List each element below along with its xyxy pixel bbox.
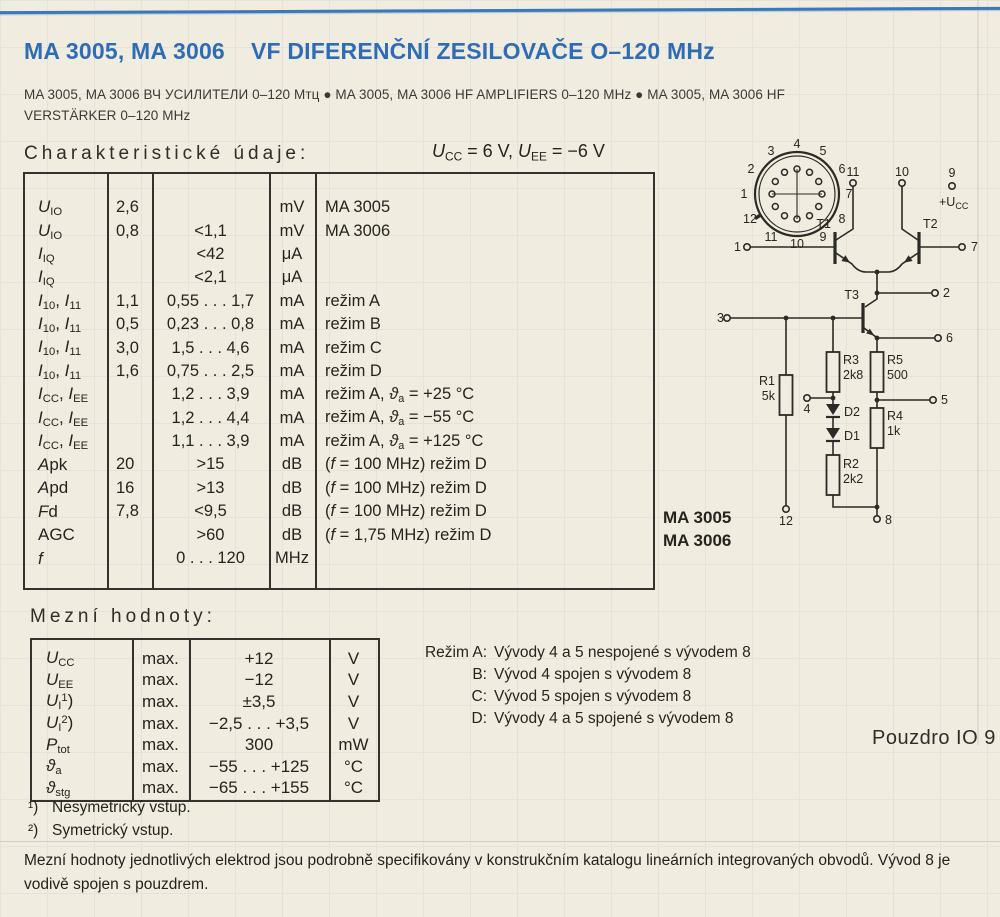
note-cell: režim C xyxy=(325,338,382,357)
typical-cell: 1,6 xyxy=(116,361,139,380)
pin-terminal-11 xyxy=(850,180,856,186)
resistor-r1-name: R1 xyxy=(759,374,775,388)
value-cell: +12 xyxy=(244,648,274,668)
resistor-r5-symbol xyxy=(871,352,884,392)
footnote-text: Nesymetrický vstup. xyxy=(52,799,191,816)
table-row xyxy=(25,383,653,406)
pin-terminal-4 xyxy=(804,395,810,401)
symbol-cell: Ptot xyxy=(46,734,70,756)
table-row xyxy=(25,500,653,523)
pinout-pin-label: 1 xyxy=(740,187,748,201)
qualifier-cell: max. xyxy=(142,670,179,690)
table-row xyxy=(25,477,653,500)
unit-cell: mA xyxy=(279,408,305,427)
table-row xyxy=(25,313,653,336)
qualifier-cell: max. xyxy=(142,691,179,711)
qualifier-cell: max. xyxy=(142,756,179,776)
unit-cell: V xyxy=(347,670,360,690)
note-cell: MA 3005 xyxy=(325,198,391,217)
range-cell: 1,2 . . . 3,9 xyxy=(171,385,250,404)
pin-label-6: 6 xyxy=(946,331,953,345)
pinout-pin-label: 11 xyxy=(764,230,778,244)
column-separator xyxy=(152,174,154,588)
unit-cell: dB xyxy=(281,478,303,497)
resistor-r2-name: R2 xyxy=(843,457,859,471)
table-row xyxy=(25,453,653,476)
resistor-r3-symbol xyxy=(827,352,840,392)
supply-label: $+U_{CC}$ xyxy=(939,195,969,211)
top-edge-rule xyxy=(0,7,1000,14)
mode-label: C: xyxy=(471,688,487,705)
diode-d1-symbol xyxy=(826,428,840,439)
range-cell: 0,55 . . . 1,7 xyxy=(166,291,255,310)
junction-dots xyxy=(784,270,880,510)
typical-cell: 7,8 xyxy=(116,502,139,521)
transistor-t3-label: T3 xyxy=(844,288,859,302)
pin-terminal-1 xyxy=(744,244,750,250)
footnote-1 xyxy=(28,797,191,820)
table-row xyxy=(25,547,653,570)
resistor-r5-value: 500 xyxy=(887,368,908,382)
note-cell: (f = 100 MHz) režim D xyxy=(325,478,487,497)
pinout-pin-label: 4 xyxy=(793,137,801,151)
pinout-pin-label: 10 xyxy=(790,237,804,251)
note-cell: režim A, ϑa = −55 °C xyxy=(325,408,475,429)
pin-terminal-5 xyxy=(930,397,936,403)
unit-cell: mV xyxy=(279,221,305,240)
symbol-cell: ϑstg xyxy=(46,777,71,799)
resistor-r3-name: R3 xyxy=(843,353,859,367)
typical-cell: 1,1 xyxy=(116,291,139,310)
unit-cell: dB xyxy=(281,502,303,521)
pinout-pin-label: 12 xyxy=(743,212,757,226)
limits-heading: Mezní hodnoty: xyxy=(30,606,216,627)
unit-cell: mA xyxy=(279,338,305,357)
unit-cell: mA xyxy=(279,432,305,451)
footnote-mark: ²) xyxy=(28,821,39,839)
symbol-cell: UCC xyxy=(46,648,75,670)
symbol-cell: IIQ xyxy=(38,243,55,266)
subtitle-line-2: VERSTÄRKER 0–120 MHz xyxy=(24,108,191,123)
symbol-cell: Apk xyxy=(38,454,68,474)
resistor-r3-value: 2k8 xyxy=(843,368,864,382)
unit-cell: mA xyxy=(279,315,305,334)
symbol-cell: I10, I11 xyxy=(38,360,82,382)
characteristics-table xyxy=(23,172,655,590)
pin-terminal-2 xyxy=(932,290,938,296)
typical-cell: 3,0 xyxy=(116,338,139,357)
typical-cell: 0,8 xyxy=(116,221,139,240)
unit-cell: mA xyxy=(279,361,305,380)
pinout-pin-label: 6 xyxy=(838,162,846,176)
range-cell: <42 xyxy=(196,244,225,263)
table-row xyxy=(25,219,653,242)
column-separator xyxy=(132,640,134,800)
mode-text: Vývod 4 spojen s vývodem 8 xyxy=(494,666,692,683)
qualifier-cell: max. xyxy=(142,735,179,755)
mode-text: Vývody 4 a 5 spojené s vývodem 8 xyxy=(494,710,734,727)
pin-label-8: 8 xyxy=(885,513,892,527)
typical-cell: 2,6 xyxy=(116,198,139,217)
table-row xyxy=(32,691,378,713)
pinout-pin-label: 9 xyxy=(819,230,827,244)
pinout-pin-label: 7 xyxy=(845,187,853,201)
unit-cell: dB xyxy=(281,525,303,544)
mode-text: Vývod 5 spojen s vývodem 8 xyxy=(494,688,692,705)
table-row xyxy=(32,756,378,778)
footnote-2 xyxy=(28,820,191,843)
subtitle xyxy=(24,84,785,126)
symbol-cell: UIO xyxy=(38,197,63,219)
range-cell: 0 . . . 120 xyxy=(176,549,245,568)
device-label-ma3005: MA 3005 xyxy=(663,508,732,527)
range-cell: >60 xyxy=(196,525,225,544)
pin-label-7: 7 xyxy=(971,240,978,254)
qualifier-cell: max. xyxy=(142,648,179,668)
typical-cell: 0,5 xyxy=(116,315,139,334)
value-cell: −2,5 . . . +3,5 xyxy=(208,713,310,733)
resistor-r4-name: R4 xyxy=(887,409,903,423)
unit-cell: mA xyxy=(279,385,305,404)
range-cell: <2,1 xyxy=(194,268,227,287)
note-cell: (f = 1,75 MHz) režim D xyxy=(325,525,492,544)
table-row xyxy=(32,778,378,800)
range-cell: 0,75 . . . 2,5 xyxy=(166,361,255,380)
symbol-cell: I10, I11 xyxy=(38,290,82,312)
unit-cell: MHz xyxy=(275,549,309,568)
footnote-text: Symetrický vstup. xyxy=(52,821,174,839)
unit-cell: °C xyxy=(343,778,364,798)
symbol-cell: Apd xyxy=(38,478,69,498)
footnote-mark: ¹) xyxy=(28,799,39,816)
table-row xyxy=(25,407,653,430)
table-row xyxy=(32,734,378,756)
mode-row xyxy=(424,664,751,686)
table-row xyxy=(32,713,378,735)
table-row xyxy=(25,523,653,546)
note-cell: MA 3006 xyxy=(325,221,391,240)
value-cell: 300 xyxy=(244,735,274,755)
typical-cell: 20 xyxy=(116,455,135,474)
note-cell: (f = 100 MHz) režim D xyxy=(325,502,487,521)
pin-terminal-9 xyxy=(949,183,955,189)
resistor-r2-value: 2k2 xyxy=(843,472,864,486)
mode-label: D: xyxy=(471,710,487,727)
pin-label-4: 4 xyxy=(803,402,811,416)
symbol-cell: f xyxy=(38,548,43,568)
resistor-r4-value: 1k xyxy=(887,424,901,438)
column-separator xyxy=(189,640,191,800)
pinout-pin-label: 2 xyxy=(747,162,755,176)
column-separator xyxy=(107,174,109,588)
column-separator xyxy=(329,640,331,800)
column-separator xyxy=(269,174,271,588)
resistor-symbols xyxy=(780,352,884,495)
footnotes xyxy=(28,797,191,842)
footer-note: Mezní hodnoty jednotlivých elektrod jsou podrobně specifikovány v konstrukčním katalogu lineárních integrovaných obvodů. Vývod 8 je vodivě spojen s pouzdrem. xyxy=(24,852,951,893)
table-row xyxy=(32,648,378,670)
pinout-pin-label: 8 xyxy=(838,212,846,226)
range-cell: 1,2 . . . 4,4 xyxy=(171,408,250,427)
pin-terminal-8 xyxy=(874,516,880,522)
unit-cell: °C xyxy=(343,756,364,776)
symbol-cell: ICC, IEE xyxy=(38,431,89,453)
range-cell: 1,5 . . . 4,6 xyxy=(171,338,250,357)
transistor-t2-label: T2 xyxy=(923,217,938,231)
range-cell: >13 xyxy=(196,478,225,497)
diode-d2-label: D2 xyxy=(844,405,860,419)
mode-row xyxy=(424,686,751,708)
diode-d2-symbol xyxy=(826,404,840,415)
symbol-cell: I10, I11 xyxy=(38,337,82,359)
pin-label-10: 10 xyxy=(895,165,909,179)
note-cell: režim A, ϑa = +125 °C xyxy=(325,431,484,452)
pin-label-2: 2 xyxy=(943,286,950,300)
note-cell: (f = 100 MHz) režim D xyxy=(325,455,487,474)
symbol-cell: Fd xyxy=(38,501,58,521)
range-cell: 0,23 . . . 0,8 xyxy=(166,315,255,334)
value-cell: −55 . . . +125 xyxy=(208,756,310,776)
title-description: VF DIFERENČNÍ ZESILOVAČE O–120 MHz xyxy=(250,38,715,64)
table-row xyxy=(25,196,653,219)
table-row xyxy=(25,430,653,453)
note-cell: režim D xyxy=(325,361,382,380)
pin-label-11: 11 xyxy=(846,165,860,179)
pin-label-9: 9 xyxy=(948,166,956,180)
pin-terminal-10 xyxy=(899,180,905,186)
operating-modes-note xyxy=(424,642,751,730)
range-cell: >15 xyxy=(196,455,225,474)
resistor-r2-symbol xyxy=(827,455,840,495)
characteristics-heading: Charakteristické údaje: xyxy=(24,143,310,164)
symbol-cell: UEE xyxy=(46,669,74,691)
typical-cell: 16 xyxy=(116,478,135,497)
unit-cell: μA xyxy=(281,244,303,263)
qualifier-cell: max. xyxy=(142,713,179,733)
mode-row xyxy=(424,642,751,664)
package-label: Pouzdro IO 9 xyxy=(872,727,996,749)
table-row xyxy=(32,670,378,692)
unit-cell: μA xyxy=(281,268,303,287)
table-row xyxy=(25,336,653,359)
unit-cell: dB xyxy=(281,455,303,474)
resistor-r1-symbol xyxy=(780,375,793,415)
range-cell: <9,5 xyxy=(194,502,227,521)
pin-label-5: 5 xyxy=(941,393,948,407)
symbol-cell: AGC xyxy=(38,525,75,545)
pin-terminal-12 xyxy=(783,506,789,512)
transistor-t1-label: T1 xyxy=(816,217,831,231)
symbol-cell: ICC, IEE xyxy=(38,407,89,429)
unit-cell: mV xyxy=(279,198,305,217)
range-cell: <1,1 xyxy=(194,221,227,240)
title-model: MA 3005, MA 3006 xyxy=(24,38,225,64)
device-label-ma3006: MA 3006 xyxy=(663,531,732,550)
symbol-cell: $UI^1$) xyxy=(46,691,74,713)
subtitle-line-1: MA 3005, MA 3006 ВЧ УСИЛИТЕЛИ 0–120 Мтц ● MA 3005, MA 3006 HF AMPLIFIERS 0–120 MHz ● MA 3005, MA 3006 HF xyxy=(24,87,786,102)
column-separator xyxy=(315,174,317,588)
value-cell: ±3,5 xyxy=(242,691,276,711)
value-cell: −12 xyxy=(244,670,274,690)
value-cell: −65 . . . +155 xyxy=(208,778,310,798)
mode-label: Režim A: xyxy=(424,644,487,661)
mode-row xyxy=(424,708,751,730)
symbol-cell: UIO xyxy=(38,220,63,242)
test-conditions: UCC = 6 V, UEE = −6 V xyxy=(432,141,605,164)
diode-d1-label: D1 xyxy=(844,429,860,443)
pinout-pin-label: 3 xyxy=(767,144,775,158)
pin-label-1: 1 xyxy=(734,240,741,254)
pinout-cross xyxy=(772,169,822,219)
pinout-pin-label: 5 xyxy=(819,144,827,158)
unit-cell: V xyxy=(347,648,360,668)
pin-label-3: 3 xyxy=(717,311,724,325)
mode-text: Vývody 4 a 5 nespojené s vývodem 8 xyxy=(494,644,751,661)
symbol-cell: $UI^2$) xyxy=(46,713,74,735)
table-row xyxy=(25,266,653,289)
symbol-cell: ϑa xyxy=(46,756,62,778)
circuit-schematic xyxy=(712,136,1000,566)
resistor-r4-symbol xyxy=(871,408,884,448)
pin-terminal-6 xyxy=(935,335,941,341)
table-row xyxy=(25,290,653,313)
unit-cell: mA xyxy=(279,291,305,310)
range-cell: 1,1 . . . 3,9 xyxy=(171,432,250,451)
page-title xyxy=(24,38,715,65)
pin-terminal-7 xyxy=(959,244,965,250)
qualifier-cell: max. xyxy=(142,778,179,798)
resistor-r5-name: R5 xyxy=(887,353,903,367)
note-cell: režim B xyxy=(325,315,381,334)
unit-cell: mW xyxy=(338,735,369,755)
unit-cell: V xyxy=(347,713,360,733)
unit-cell: V xyxy=(347,691,360,711)
symbol-cell: IIQ xyxy=(38,267,55,289)
device-labels xyxy=(663,506,731,552)
mode-label: B: xyxy=(472,666,487,683)
table-row xyxy=(25,360,653,383)
note-cell: režim A xyxy=(325,291,381,310)
table-row xyxy=(25,243,653,266)
pin-label-12: 12 xyxy=(779,514,793,528)
pin-terminal-3 xyxy=(724,315,730,321)
limits-table xyxy=(30,638,380,802)
symbol-cell: ICC, IEE xyxy=(38,384,89,406)
resistor-r1-value: 5k xyxy=(761,389,775,403)
note-cell: režim A, ϑa = +25 °C xyxy=(325,384,475,405)
symbol-cell: I10, I11 xyxy=(38,314,82,336)
